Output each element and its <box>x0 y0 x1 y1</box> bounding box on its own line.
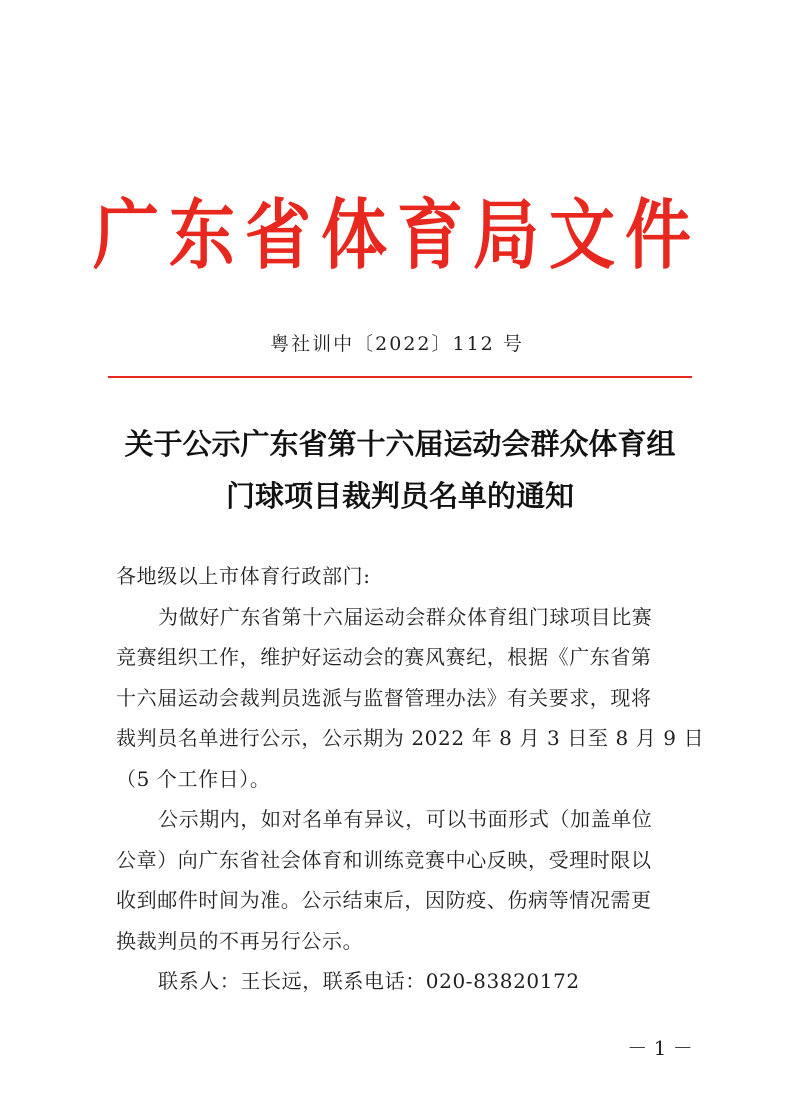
paragraph-2-line: 换裁判员的不再另行公示。 <box>116 928 364 953</box>
notice-title-line-2: 门球项目裁判员名单的通知 <box>225 479 574 513</box>
document-number: 粤社训中〔2022〕112 号 <box>270 333 524 355</box>
notice-title-line-1: 关于公示广东省第十六届运动会群众体育组 <box>124 427 676 461</box>
paragraph-1-line: 裁判员名单进行公示，公示期为 2022 年 8 月 3 日至 8 月 9 日 <box>116 726 705 750</box>
paragraph-2-line: 公章）向广东省社会体育和训练竞赛中心反映，受理时限以 <box>116 847 652 872</box>
notice-body <box>116 556 705 1002</box>
contact-line: 联系人：王长远，联系电话：020-83820172 <box>158 969 580 993</box>
paragraph-1-line: 为做好广东省第十六届运动会群众体育组门球项目比赛 <box>158 604 653 629</box>
salutation: 各地级以上市体育行政部门: <box>116 564 371 588</box>
paragraph-2-line: 公示期内，如对名单有异议，可以书面形式（加盖单位 <box>158 807 653 831</box>
paragraph-1-line: 竞赛组织工作，维护好运动会的赛风赛纪，根据《广东省第 <box>116 645 652 669</box>
issuer-title: 广东省体育局文件 <box>93 190 701 280</box>
notice-title <box>100 418 700 522</box>
paragraph-1-line: （5 个工作日）。 <box>116 766 271 791</box>
page-number: － 1 － <box>627 1036 693 1060</box>
paragraph-2-line: 收到邮件时间为准。公示结束后，因防疫、伤病等情况需更 <box>116 888 652 912</box>
paragraph-1-line: 十六届运动会裁判员选派与监督管理办法》有关要求，现将 <box>116 685 652 710</box>
red-divider <box>108 376 692 378</box>
